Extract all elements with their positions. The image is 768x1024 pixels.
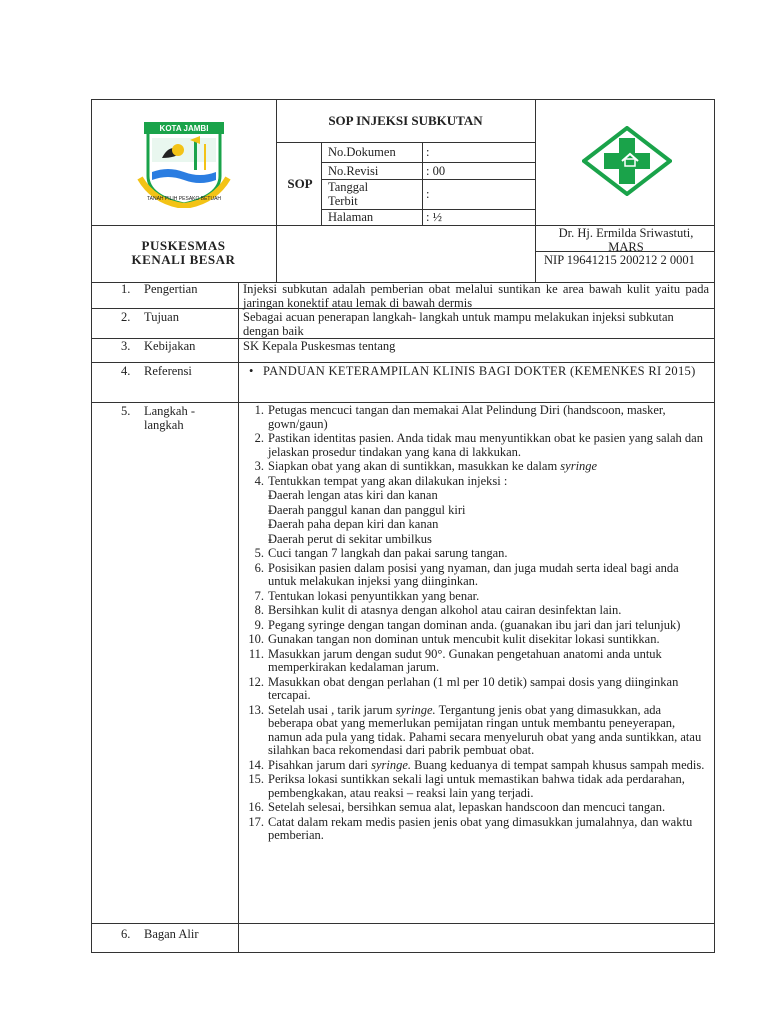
injection-site-item: - Daerah paha depan kiri dan kanan xyxy=(240,518,706,532)
step-number: 11. xyxy=(248,646,264,661)
step-text: Petugas mencuci tangan dan memakai Alat Pelindung Diri (handscoon, masker, gown/gaun) xyxy=(268,403,666,431)
section-no: 5. xyxy=(121,404,131,418)
org-name-line1: PUSKESMAS xyxy=(141,238,226,253)
step-item xyxy=(240,801,706,815)
step-text: Bersihkan kulit di atasnya dengan alkohol atau cairan desinfektan lain. xyxy=(268,603,622,617)
step-number: 15. xyxy=(248,772,264,786)
step-text-after: Buang keduanya di tempat sampah khusus sampah medis. xyxy=(411,757,705,772)
signer-nip: NIP 19641215 200212 2 0001 xyxy=(544,253,695,267)
kebijakan-text: SK Kepala Puskesmas tentang xyxy=(243,339,396,353)
referensi-text: PANDUAN KETERAMPILAN KLINIS BAGI DOKTER (KEMENKES RI 2015) xyxy=(263,364,696,378)
step-number: 8. xyxy=(254,603,264,617)
section-no: 1. xyxy=(121,282,131,296)
step-item xyxy=(240,547,706,561)
step-item xyxy=(240,759,706,773)
step-text: Setelah selesai, bersihkan semua alat, lepaskan handscoon dan mencuci tangan. xyxy=(268,800,666,814)
divider xyxy=(535,99,536,282)
step-text-after: Tergantung jenis obat yang dimasukkan, ada beberapa obat yang memerlukan pemijatan ringan untuk membantu peneyerapan, namun ada pula yang tidak. Pahami secara menyeluruh obat yang anda suntikkan, atau silahkan baca rekomendasi dari pabrik pembuat obat. xyxy=(268,702,702,757)
step-item xyxy=(240,619,706,633)
steps-list xyxy=(240,404,706,844)
step-text: Catat dalam rekam medis pasien jenis obat yang dimasukkan jumalahnya, dan waktu pemberian. xyxy=(268,814,693,842)
section-label-referensi: Referensi xyxy=(144,364,192,378)
doc-title: SOP INJEKSI SUBKUTAN xyxy=(328,113,483,128)
injection-sites-list xyxy=(240,489,706,546)
meta-value-no-dokumen: : xyxy=(426,145,430,159)
step-number: 13. xyxy=(248,702,264,717)
sop-label: SOP xyxy=(287,176,313,191)
section-label-pengertian: Pengertian xyxy=(144,282,198,296)
step-number: 1. xyxy=(254,403,264,417)
referensi-item xyxy=(249,364,703,378)
step-item xyxy=(240,676,706,703)
divider xyxy=(422,142,423,225)
divider xyxy=(321,142,322,225)
step-number: 17. xyxy=(248,814,264,829)
step-number: 7. xyxy=(254,588,264,603)
meta-value-tanggal-terbit: : xyxy=(426,187,430,201)
meta-label-tanggal-terbit: Tanggal Terbit xyxy=(328,180,369,208)
step-text: Pegang syringe dengan tangan dominan anda. (guanakan ibu jari dan jari telunjuk) xyxy=(268,617,681,632)
step-text: Setelah usai , tarik jarum xyxy=(268,702,396,717)
kota-jambi-logo xyxy=(134,118,234,208)
divider xyxy=(238,282,239,953)
step-number: 3. xyxy=(254,459,264,473)
step-emphasis: syringe xyxy=(560,459,598,473)
divider xyxy=(321,162,535,163)
step-number: 16. xyxy=(248,800,264,814)
injection-site-item: - Daerah panggul kanan dan panggul kiri xyxy=(240,504,706,518)
divider xyxy=(91,362,715,363)
injection-sites-wrapper xyxy=(240,489,706,546)
injection-site-item: - Daerah perut di sekitar umbilkus xyxy=(240,533,706,547)
step-item xyxy=(240,404,706,431)
step-emphasis: syringe. xyxy=(395,702,436,717)
step-item xyxy=(240,562,706,589)
section-label-kebijakan: Kebijakan xyxy=(144,339,196,353)
meta-value-no-revisi: : 00 xyxy=(426,164,446,178)
injection-site-item: - Daerah lengan atas kiri dan kanan xyxy=(240,489,706,503)
step-item xyxy=(240,648,706,675)
step-number: 5. xyxy=(254,546,264,560)
section-no: 6. xyxy=(121,927,131,941)
step-number: 12. xyxy=(248,674,264,689)
divider xyxy=(276,142,535,143)
step-text: Gunakan tangan non dominan untuk mencubit kulit disekitar lokasi suntikkan. xyxy=(268,632,660,646)
org-name-line2: KENALI BESAR xyxy=(131,252,236,267)
step-item xyxy=(240,475,706,489)
pengertian-text: Injeksi subkutan adalah pemberian obat melalui suntikan ke area bawah kulit yaitu pada jaringan konektif atau lemak di bawah dermis xyxy=(243,282,709,310)
step-item xyxy=(240,633,706,647)
section-no: 4. xyxy=(121,364,131,378)
meta-value-halaman: : ½ xyxy=(426,210,442,224)
divider xyxy=(91,923,715,924)
logo-motto-text: TANAH PILIH PESAKO BETUAH xyxy=(146,196,222,202)
step-item xyxy=(240,704,706,758)
section-no: 2. xyxy=(121,310,131,324)
step-item xyxy=(240,432,706,459)
step-number: 6. xyxy=(254,560,264,575)
step-item xyxy=(240,590,706,604)
step-text: Siapkan obat yang akan di suntikkan, masukkan ke dalam xyxy=(268,459,561,473)
step-item xyxy=(240,773,706,800)
section-no: 3. xyxy=(121,339,131,353)
step-text: Pastikan identitas pasien. Anda tidak mau menyuntikkan obat ke pasien yang salah dan jelaskan prosedur tindakan yang kana di lakkukan. xyxy=(268,431,703,459)
step-text: Cuci tangan 7 langkah dan pakai sarung tangan. xyxy=(268,546,508,560)
section-label-tujuan: Tujuan xyxy=(144,310,179,324)
meta-label-no-revisi: No.Revisi xyxy=(328,164,379,178)
step-emphasis: syringe. xyxy=(371,757,412,772)
step-text: Posisikan pasien dalam posisi yang nyaman, dan juga mudah serta ideal bagi anda untuk melakukan injeksi yang diinginkan. xyxy=(268,560,679,588)
section-label-langkah: Langkah - langkah xyxy=(144,404,196,432)
step-text: Tentukan lokasi penyuntikkan yang benar. xyxy=(268,588,480,603)
section-label-bagan-alir: Bagan Alir xyxy=(144,927,199,941)
step-number: 10. xyxy=(248,632,264,646)
logo-ribbon-text: KOTA JAMBI xyxy=(159,124,209,133)
bullet-icon: • xyxy=(249,364,254,378)
signer-name: Dr. Hj. Ermilda Sriwastuti, MARS xyxy=(558,226,694,254)
step-text: Pisahkan jarum dari xyxy=(268,757,372,772)
step-item xyxy=(240,604,706,618)
step-number: 2. xyxy=(254,431,264,445)
meta-label-halaman: Halaman xyxy=(328,210,374,224)
step-number: 4. xyxy=(254,473,264,488)
step-text: Masukkan jarum dengan sudut 90°. Gunakan pengetahuan anatomi anda untuk memperkirakan kedalaman jarum. xyxy=(268,646,662,674)
puskesmas-logo xyxy=(582,126,672,196)
tujuan-text: Sebagai acuan penerapan langkah- langkah untuk mampu melakukan injeksi subkutan dengan baik xyxy=(243,310,674,338)
step-number: 9. xyxy=(254,617,264,632)
step-text: Periksa lokasi suntikkan sekali lagi untuk memastikan bahwa tidak ada perdarahan, pembengkakan, atau reaksi – reaksi lain yang terjadi. xyxy=(268,772,685,800)
step-item xyxy=(240,460,706,474)
step-number: 14. xyxy=(248,757,264,772)
step-item xyxy=(240,816,706,843)
step-text: Tentukkan tempat yang akan dilakukan injeksi : xyxy=(268,473,508,488)
step-text: Masukkan obat dengan perlahan (1 ml per 10 detik) sampai dosis yang diinginkan tercapai. xyxy=(268,674,679,702)
meta-label-no-dokumen: No.Dokumen xyxy=(328,145,396,159)
